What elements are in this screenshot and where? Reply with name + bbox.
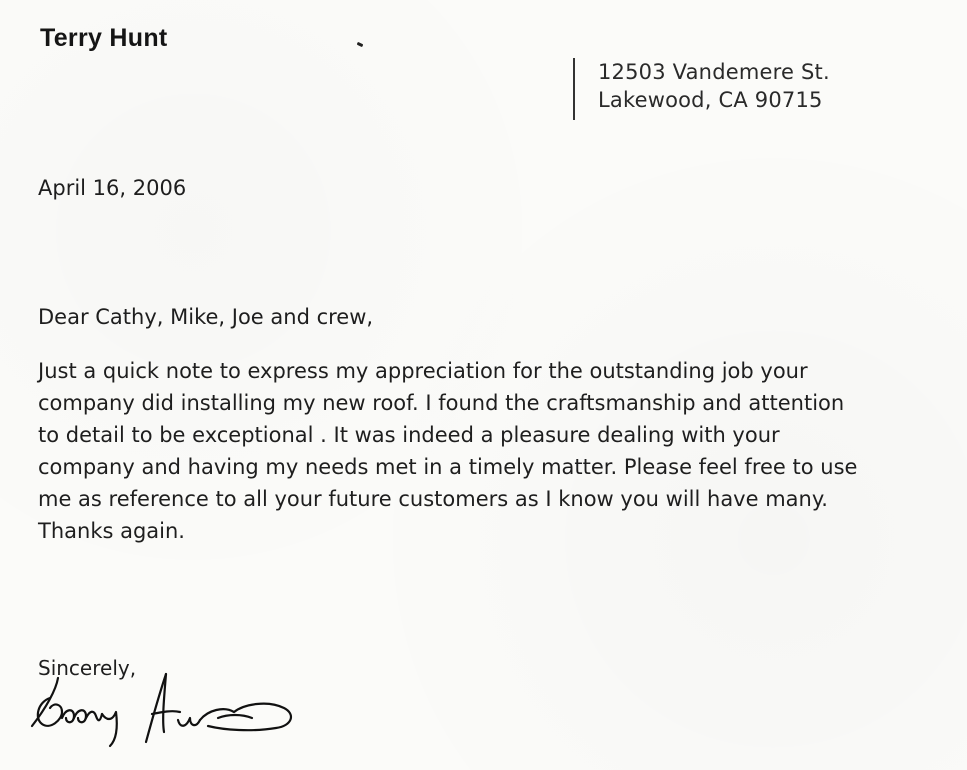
body-line: Just a quick note to express my appreciation for the outstanding job your (38, 359, 808, 383)
sender-address (598, 58, 830, 114)
sender-name: Terry Hunt (40, 24, 168, 52)
address-line-1: 12503 Vandemere St. (598, 60, 830, 84)
body-line: me as reference to all your future customers as I know you will have many. (38, 487, 828, 511)
letter-body (38, 355, 958, 547)
salutation: Dear Cathy, Mike, Joe and crew, (38, 305, 374, 329)
body-line: company and having my needs met in a timely matter. Please feel free to use (38, 455, 858, 479)
body-line: to detail to be exceptional . It was indeed a pleasure dealing with your (38, 423, 780, 447)
scan-speck (357, 42, 364, 47)
address-divider (573, 58, 575, 120)
body-line: company did installing my new roof. I found the craftsmanship and attention (38, 391, 845, 415)
address-line-2: Lakewood, CA 90715 (598, 88, 823, 112)
letter-date: April 16, 2006 (38, 176, 187, 200)
closing: Sincerely, (38, 656, 137, 680)
body-line: Thanks again. (38, 519, 185, 543)
signature (28, 668, 298, 750)
